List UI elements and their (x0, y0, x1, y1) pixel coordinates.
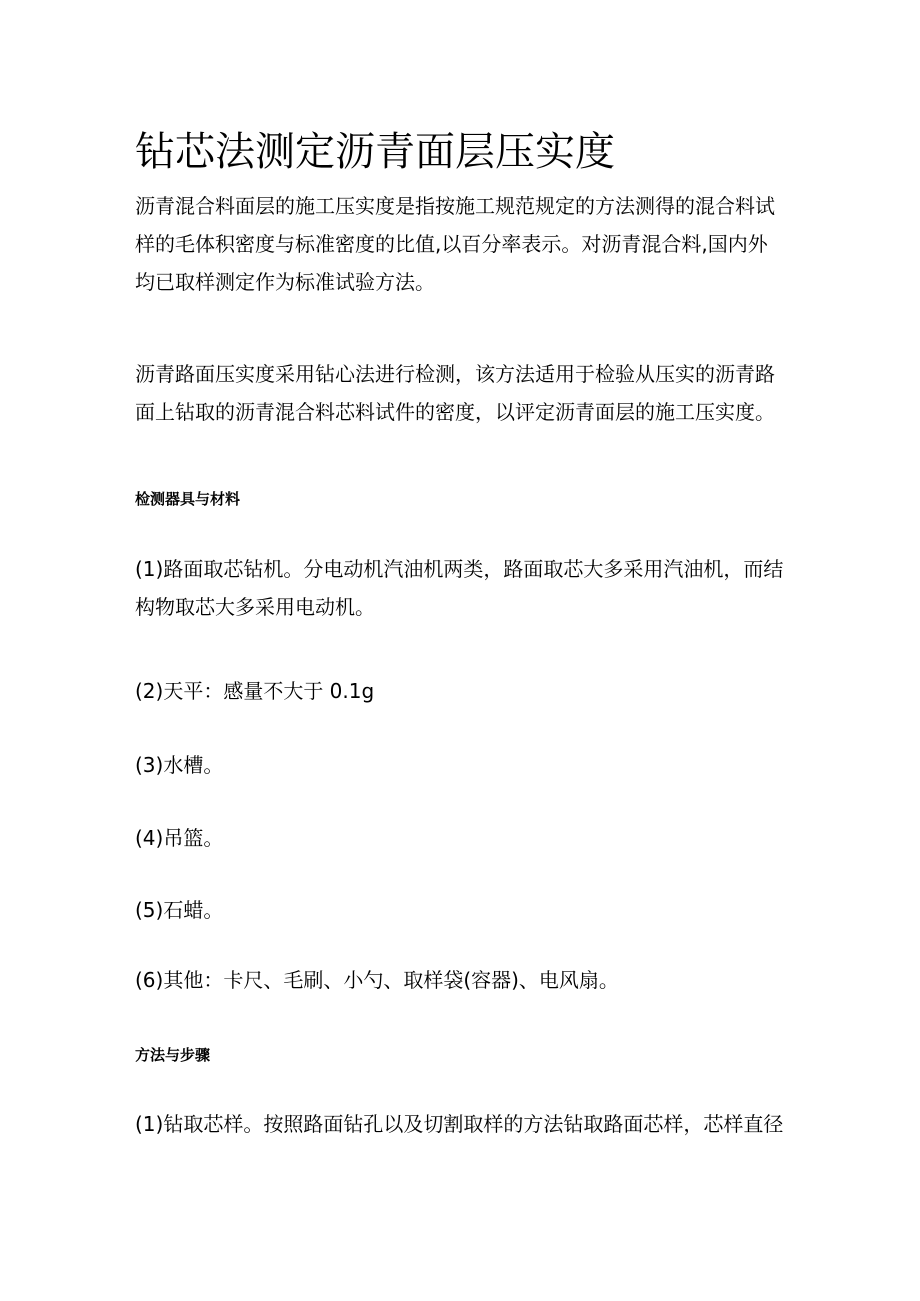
method-line-2: 面上钻取的沥青混合料芯料试件的密度，以评定沥青面层的施工压实度。 (135, 400, 775, 424)
equipment-heading: 检测器具与材料 (135, 490, 241, 508)
method-line-1: 沥青路面压实度采用钻心法进行检测，该方法适用于检验从压实的沥青路 (135, 362, 775, 386)
equipment-item-4: (4)吊篮。 (135, 826, 224, 850)
equipment-item-6: (6)其他：卡尺、毛刷、小勺、取样袋(容器)、电风扇。 (135, 968, 619, 992)
equipment-item-1-line-1: (1)路面取芯钻机。分电动机汽油机两类，路面取芯大多采用汽油机，而结 (135, 557, 784, 581)
equipment-item-2: (2)天平：感量不大于 0.1g (135, 679, 375, 703)
steps-item-1: (1)钻取芯样。按照路面钻孔以及切割取样的方法钻取路面芯样，芯样直径 (135, 1112, 784, 1136)
intro-paragraph (135, 187, 790, 301)
document-title: 钻芯法测定沥青面层压实度 (135, 129, 615, 175)
intro-line-2: 样的毛体积密度与标准密度的比值,以百分率表示。对沥青混合料,国内外 (135, 232, 768, 256)
intro-line-3: 均已取样测定作为标准试验方法。 (135, 270, 435, 294)
equipment-item-1 (135, 550, 790, 626)
equipment-item-1-line-2: 构物取芯大多采用电动机。 (135, 595, 375, 619)
method-paragraph (135, 355, 790, 431)
steps-heading: 方法与步骤 (135, 1046, 211, 1064)
intro-line-1: 沥青混合料面层的施工压实度是指按施工规范规定的方法测得的混合料试 (135, 194, 775, 218)
equipment-item-3: (3)水槽。 (135, 753, 224, 777)
equipment-item-5: (5)石蜡。 (135, 898, 224, 922)
